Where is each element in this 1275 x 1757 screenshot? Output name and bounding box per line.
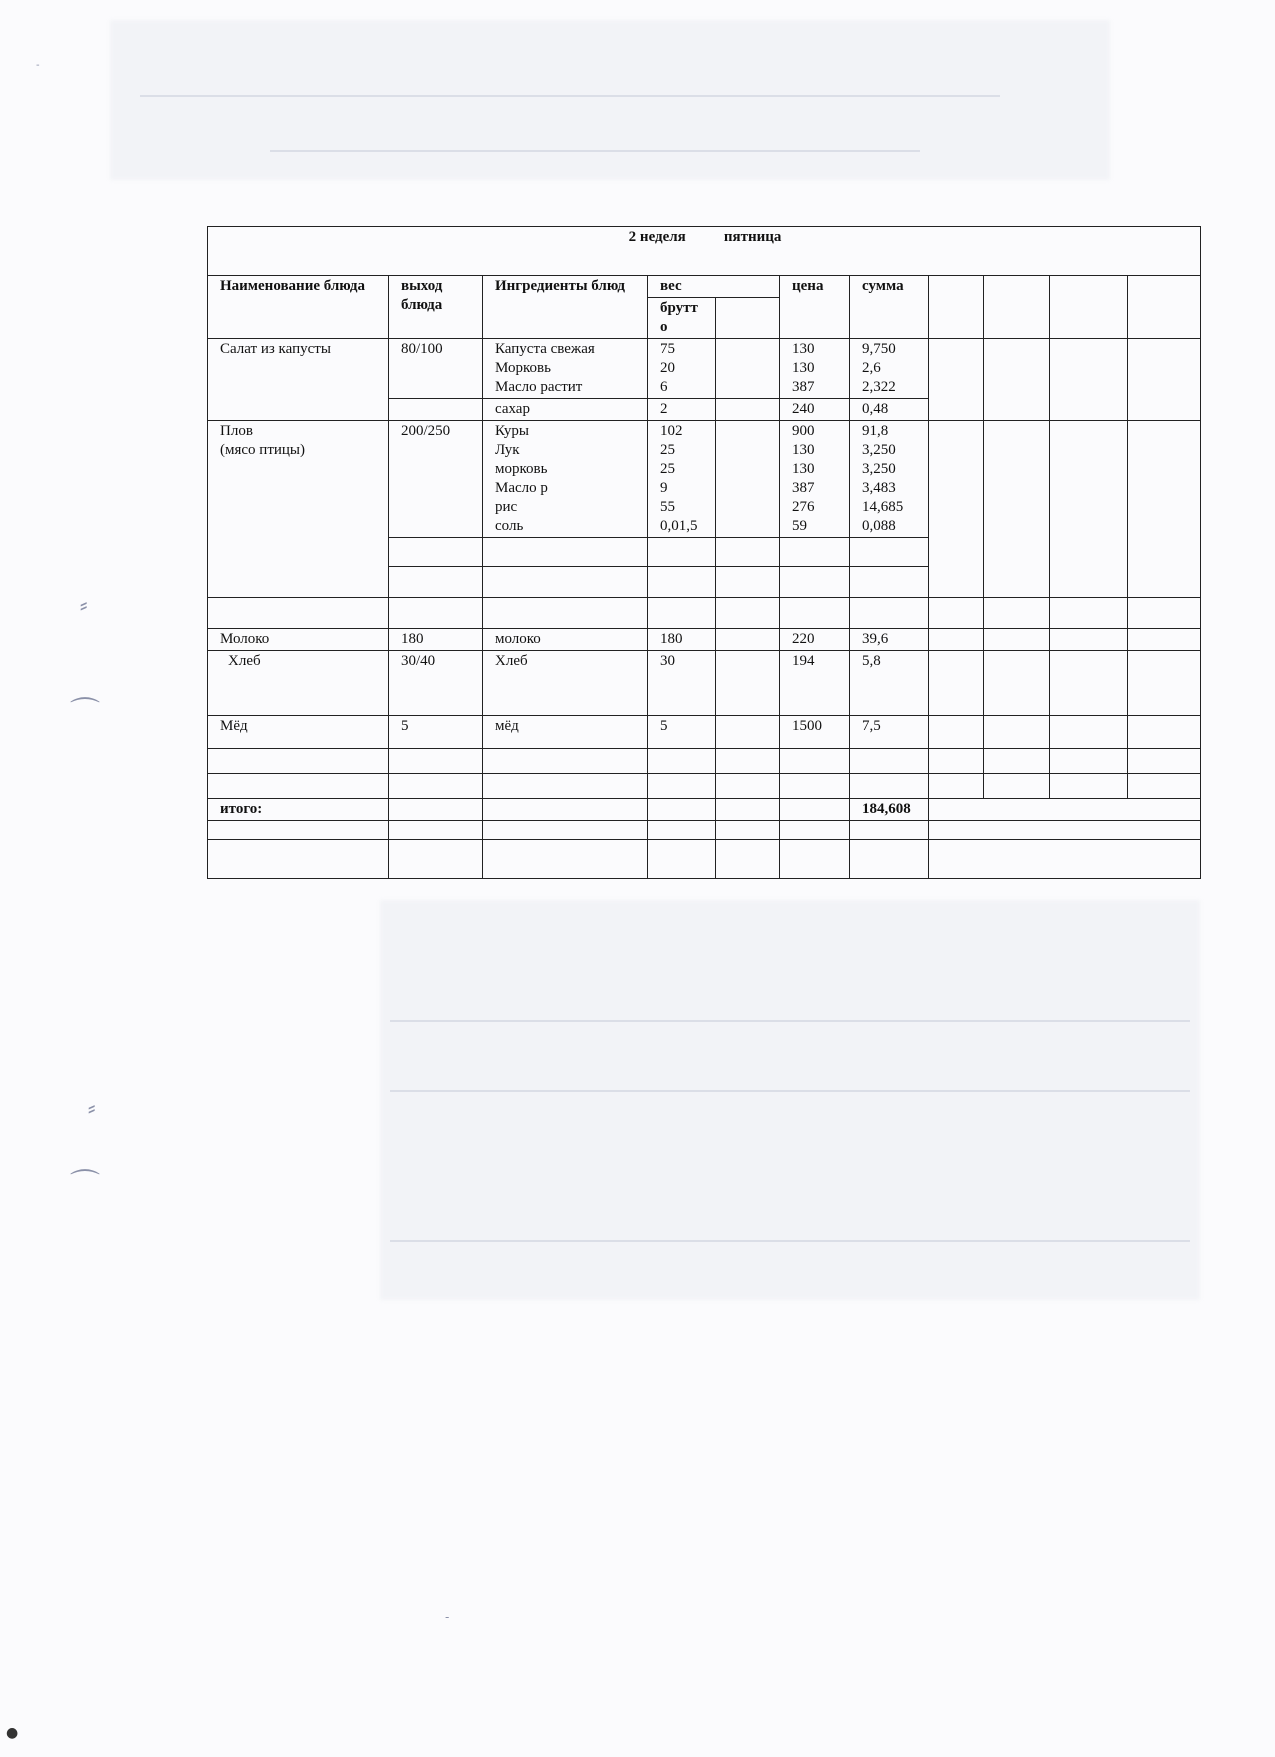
empty-cell [1050,339,1128,421]
sum-value: 0,088 [862,518,896,534]
empty-cell [483,774,648,799]
empty-cell [929,598,984,629]
weight-value: 2 [648,399,716,421]
empty-cell [648,821,716,840]
header-ingredients: Ингредиенты блюд [483,276,648,339]
dish-yield: 30/40 [389,651,483,716]
dish-name [208,421,389,598]
empty-row [208,821,1201,840]
sum-list [850,339,929,399]
empty-cell [716,840,780,879]
empty-cell [984,339,1050,421]
price-value: 900 [792,423,815,439]
empty-cell [389,774,483,799]
ingredient: Куры [495,423,529,439]
empty-cell [716,598,780,629]
empty-cell [984,276,1050,339]
empty-cell [850,598,929,629]
empty-cell [850,749,929,774]
empty-cell [929,749,984,774]
empty-cell [780,749,850,774]
show-through-line [140,95,1000,97]
empty-cell [1050,598,1128,629]
empty-cell [850,774,929,799]
empty-cell [1050,651,1128,716]
ingredient: Масло р [495,480,548,496]
empty-row [208,840,1201,879]
sum-value: 0,48 [850,399,929,421]
empty-cell [780,538,850,567]
empty-row [208,749,1201,774]
empty-cell [850,840,929,879]
empty-cell [984,629,1050,651]
empty-row [208,598,1201,629]
weight-value: 5 [648,716,716,749]
empty-cell [648,799,716,821]
empty-cell [208,821,389,840]
price-value: 276 [792,499,815,515]
sum-value: 7,5 [850,716,929,749]
show-through-line [390,1090,1190,1092]
empty-cell [929,339,984,421]
empty-cell [389,821,483,840]
empty-cell [208,840,389,879]
weight-value: 102 [660,423,683,439]
ingredient-list [483,421,648,538]
empty-cell [716,821,780,840]
price-value: 387 [792,480,815,496]
empty-cell [1050,716,1128,749]
ingredient: сахар [483,399,648,421]
empty-cell [1050,749,1128,774]
ingredient: соль [495,518,524,534]
menu-table [207,226,1201,879]
empty-cell [389,749,483,774]
empty-cell [389,799,483,821]
empty-cell [648,774,716,799]
header-row [208,276,1201,298]
total-sum: 184,608 [850,799,929,821]
empty-cell [389,567,483,598]
price-value: 387 [792,379,815,395]
empty-cell [483,821,648,840]
title-week: 2 неделя [628,229,686,245]
price-value: 130 [792,442,815,458]
empty-cell [648,567,716,598]
empty-cell [1050,629,1128,651]
price-list [780,339,850,399]
ingredient: Морковь [495,360,551,376]
empty-cell [208,598,389,629]
weight-value: 30 [648,651,716,716]
empty-cell [929,276,984,339]
empty-cell [984,651,1050,716]
empty-cell [850,538,929,567]
weight-list [648,421,716,538]
empty-cell [483,749,648,774]
empty-cell [1050,774,1128,799]
weight-value: 55 [660,499,675,515]
dish-row-plov [208,421,1201,538]
ingredient-list [483,339,648,399]
weight-value: 0,01,5 [660,518,698,534]
empty-cell [1128,774,1201,799]
empty-cell [850,567,929,598]
empty-cell [483,567,648,598]
sum-value: 3,250 [862,461,896,477]
dish-name: Салат из капусты [208,339,389,421]
empty-cell [389,399,483,421]
sum-list [850,421,929,538]
empty-cell [1128,598,1201,629]
empty-cell [208,774,389,799]
empty-cell [780,799,850,821]
empty-cell [389,598,483,629]
weight-value: 180 [648,629,716,651]
empty-cell [780,774,850,799]
empty-cell [984,749,1050,774]
sum-value: 9,750 [862,341,896,357]
weight-value: 9 [660,480,668,496]
empty-cell [929,629,984,651]
empty-row [208,774,1201,799]
show-through-top [110,20,1110,180]
empty-cell [850,821,929,840]
empty-cell [929,421,984,598]
empty-cell [389,840,483,879]
dish-row-bread [208,651,1201,716]
empty-cell [1128,421,1201,598]
empty-cell [716,567,780,598]
empty-cell [929,774,984,799]
empty-cell [716,774,780,799]
header-weight: вес [648,276,780,298]
total-label: итого: [208,799,389,821]
empty-cell [648,749,716,774]
price-value: 220 [780,629,850,651]
weight-value: 25 [660,442,675,458]
empty-cell [483,538,648,567]
weight-value: 25 [660,461,675,477]
weight-value: 20 [660,360,675,376]
empty-cell [483,799,648,821]
scanned-page: - ⸗ ⌒ ⸗ ⌒ ● - 2 неделя пятница Наименование блюда выход блюда Ингредиенты блюд вес цена сумма брутто Салат из капусты 80/100 Капуста свежая Морковь Масло растит 75 20 6 130 130 387 9,750 2,6 2,322 сахар 2 240 0,48 Плов (мясо птицы) 200/250 Куры Лук морковь Масло р рис соль 102 25 25 9 55 0,01,5 900 130 130 387 276 59 91,8 3,250 3,250 3,483 14,685 0,088 Молоко 180 молоко 180 220 39,6 Хлеб 30/40 Хлеб 30 194 5,8 Мёд 5 мёд 5 1500 7,5 итого: 184,608 [0,0,1275,1757]
sum-value: 91,8 [862,423,889,439]
empty-cell [929,840,1201,879]
price-list [780,421,850,538]
empty-cell [929,651,984,716]
empty-cell [483,598,648,629]
ingredient: мёд [483,716,648,749]
sum-value: 2,322 [862,379,896,395]
empty-cell [1128,629,1201,651]
show-through-line [390,1020,1190,1022]
header-sum: сумма [850,276,929,339]
ingredient: Хлеб [483,651,648,716]
empty-cell [780,840,850,879]
sum-value: 5,8 [850,651,929,716]
empty-cell [716,538,780,567]
empty-cell [483,840,648,879]
empty-cell [716,298,780,339]
empty-cell [1128,716,1201,749]
empty-cell [780,598,850,629]
ingredient: Лук [495,442,520,458]
price-value: 130 [792,461,815,477]
empty-cell [648,538,716,567]
sum-value: 3,483 [862,480,896,496]
empty-cell [929,821,1201,840]
empty-cell [716,716,780,749]
sum-value: 2,6 [862,360,881,376]
weight-value: 6 [660,379,668,395]
empty-cell [1128,651,1201,716]
dish-row-milk [208,629,1201,651]
ingredient: Капуста свежая [495,341,595,357]
empty-cell [1128,749,1201,774]
header-price: цена [780,276,850,339]
ingredient: молоко [483,629,648,651]
empty-cell [389,538,483,567]
empty-cell [208,749,389,774]
show-through-line [390,1240,1190,1242]
sum-value: 3,250 [862,442,896,458]
title-cell [208,227,1201,276]
dish-yield: 200/250 [389,421,483,538]
empty-cell [716,421,780,538]
empty-cell [716,651,780,716]
empty-cell [716,799,780,821]
ingredient: морковь [495,461,548,477]
ingredient: рис [495,499,518,515]
empty-cell [780,821,850,840]
empty-cell [1050,421,1128,598]
price-value: 194 [780,651,850,716]
header-dish-name: Наименование блюда [208,276,389,339]
sum-value: 14,685 [862,499,904,515]
empty-cell [984,774,1050,799]
empty-cell [716,399,780,421]
price-value: 1500 [780,716,850,749]
empty-cell [648,840,716,879]
empty-cell [716,749,780,774]
price-value: 240 [780,399,850,421]
title-row [208,227,1201,276]
price-value: 130 [792,360,815,376]
weight-value: 75 [660,341,675,357]
dish-name-line: (мясо птицы) [220,442,306,458]
title-day: пятница [723,229,782,245]
empty-cell [984,716,1050,749]
empty-cell [716,339,780,399]
dish-yield: 5 [389,716,483,749]
dish-row-honey [208,716,1201,749]
dish-yield: 180 [389,629,483,651]
dish-row-salad [208,339,1201,399]
empty-cell [780,567,850,598]
empty-cell [929,799,1201,821]
header-yield: выход блюда [389,276,483,339]
weight-list [648,339,716,399]
dish-name: Хлеб [208,651,389,716]
empty-cell [1128,276,1201,339]
header-brutto: брутто [648,298,716,339]
empty-cell [984,421,1050,598]
empty-cell [716,629,780,651]
show-through-line [270,150,920,152]
ingredient: Масло растит [495,379,583,395]
dish-name: Мёд [208,716,389,749]
price-value: 59 [792,518,807,534]
total-row [208,799,1201,821]
dish-yield: 80/100 [389,339,483,399]
empty-cell [648,598,716,629]
dish-name-line: Плов [220,423,253,439]
empty-cell [1050,276,1128,339]
empty-cell [984,598,1050,629]
price-value: 130 [792,341,815,357]
empty-cell [929,716,984,749]
empty-cell [1128,339,1201,421]
dish-name: Молоко [208,629,389,651]
sum-value: 39,6 [850,629,929,651]
